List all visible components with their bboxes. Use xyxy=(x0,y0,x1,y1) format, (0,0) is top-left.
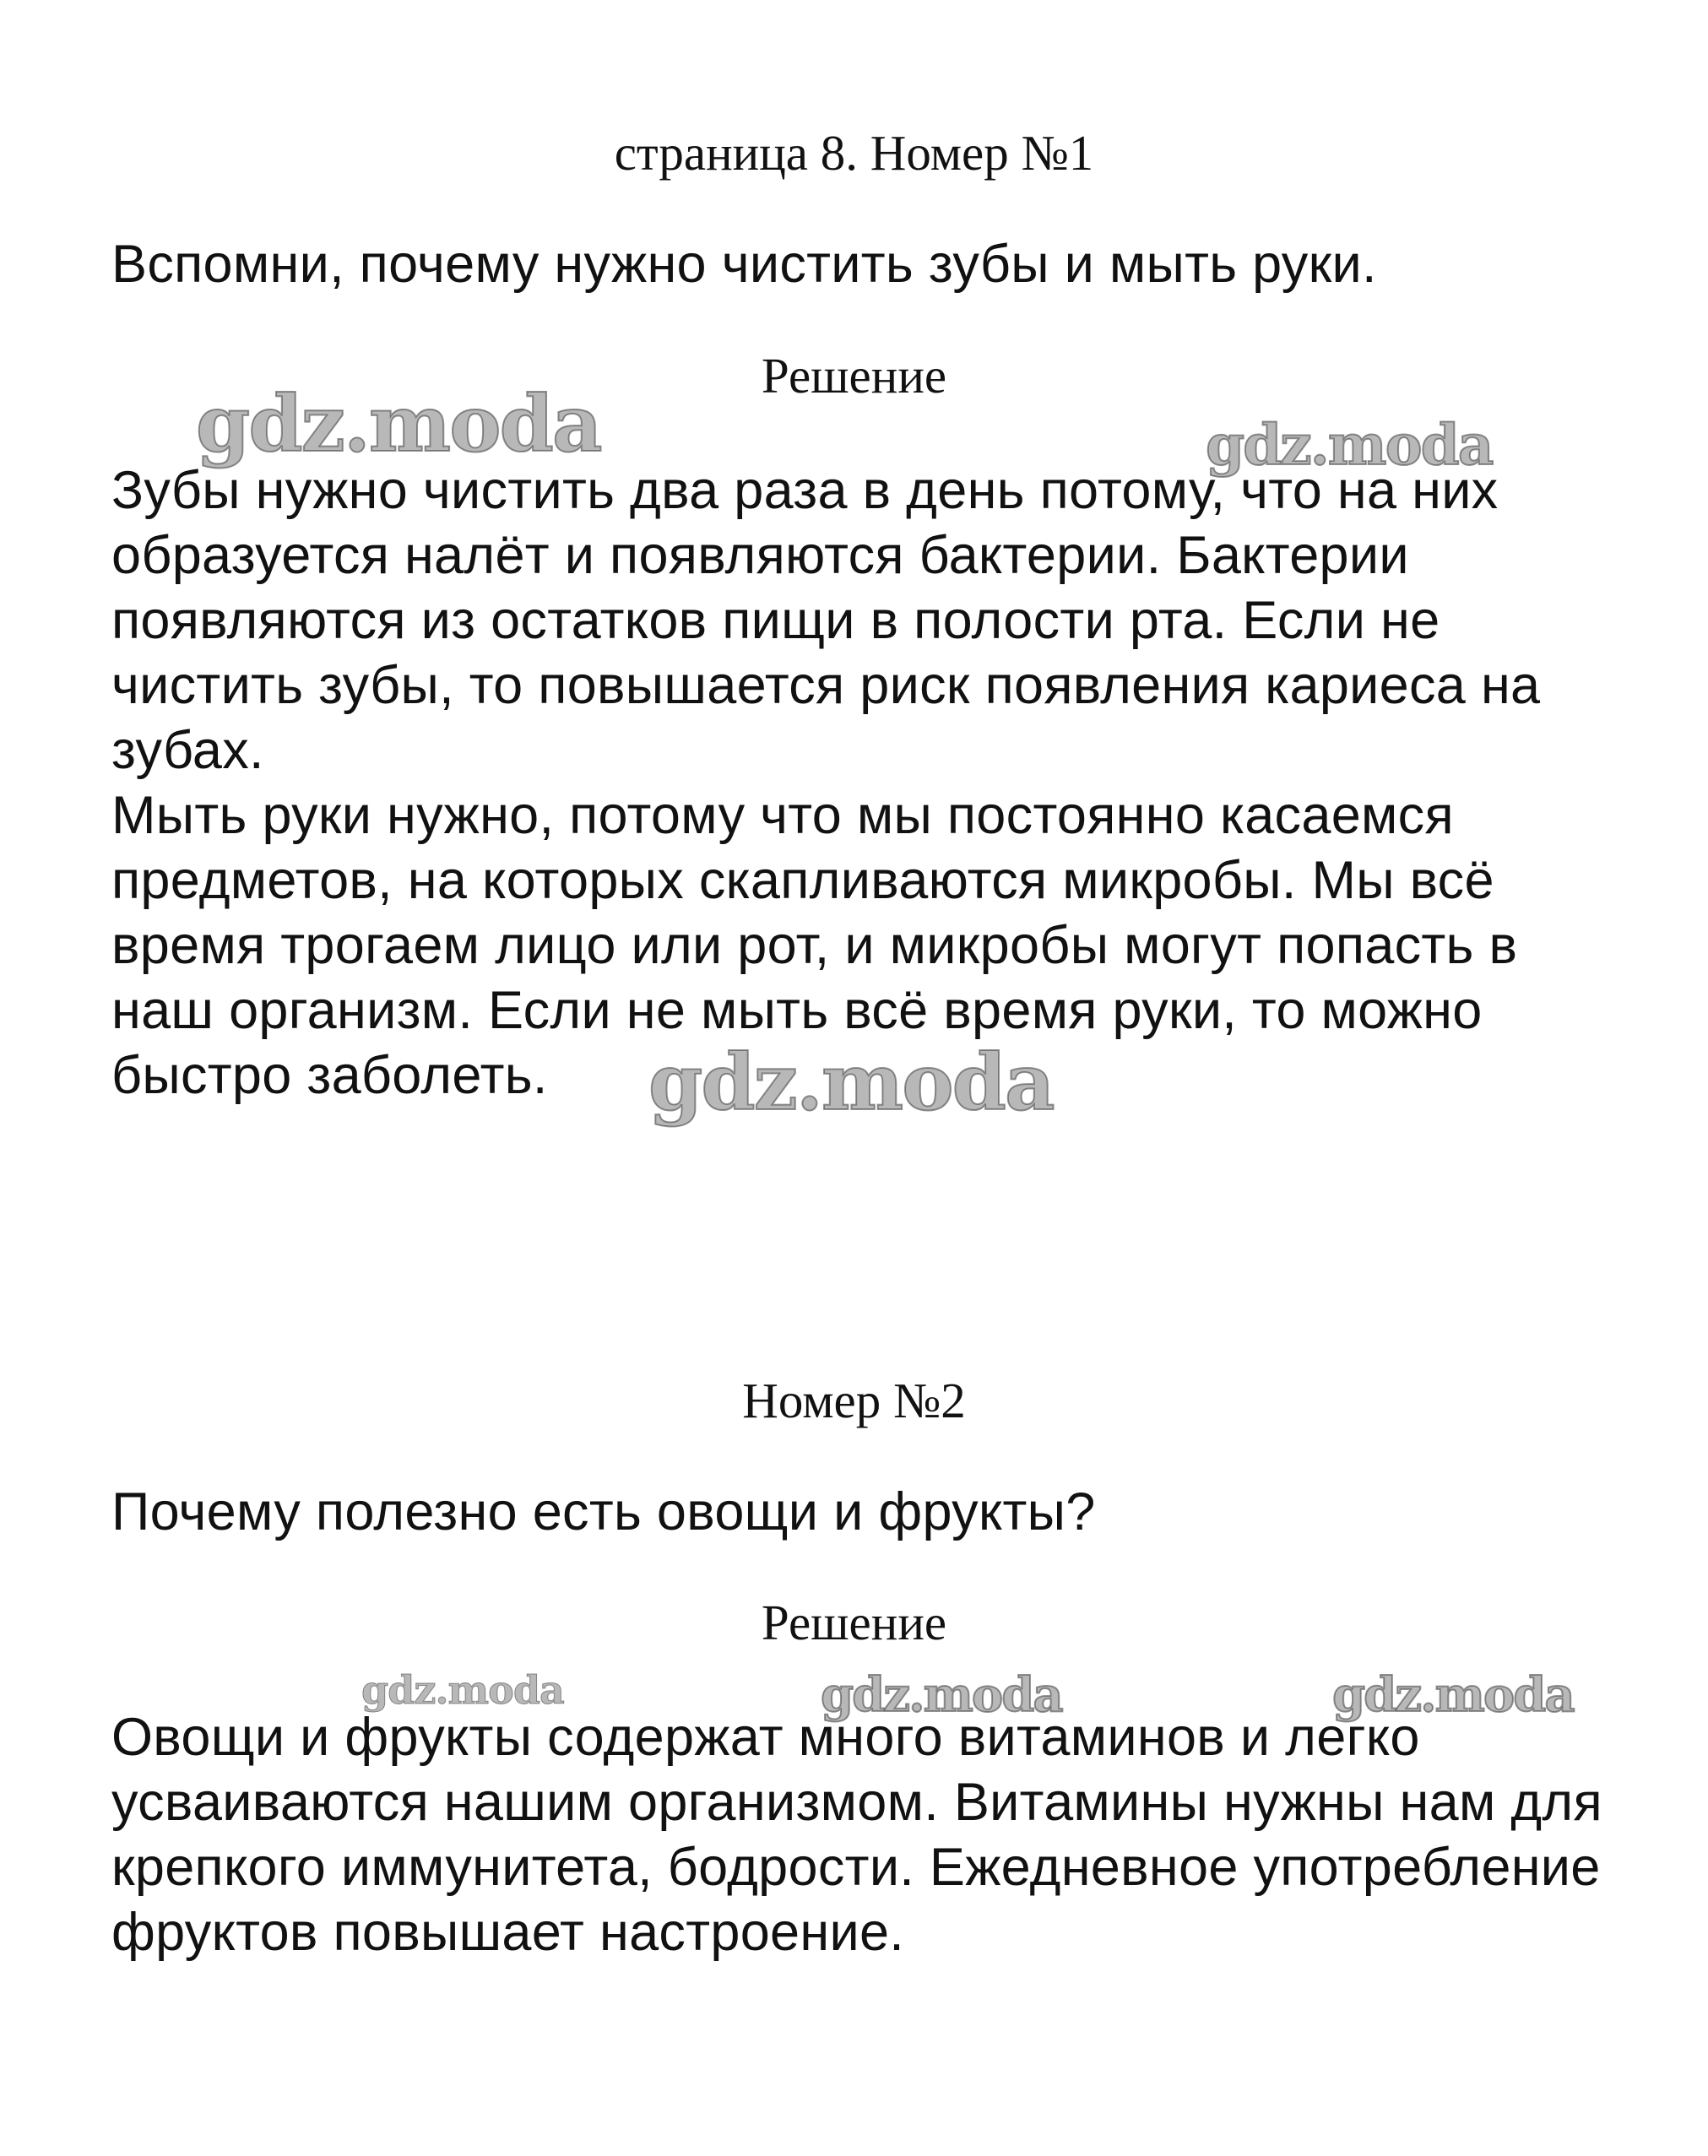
task2-solution-label: Решение xyxy=(761,1595,947,1650)
task1-solution-label: Решение xyxy=(761,348,947,404)
watermark-logo: gdz.moda xyxy=(361,1667,564,1713)
task1-heading: страница 8. Номер №1 xyxy=(614,125,1094,181)
watermark-logo: gdz.moda xyxy=(1206,412,1493,478)
watermark-logo: gdz.moda xyxy=(196,378,601,469)
watermark-logo: gdz.moda xyxy=(648,1037,1054,1128)
task2-heading: Номер №2 xyxy=(742,1373,966,1428)
task1-question: Вспомни, почему нужно чистить зубы и мыть руки. xyxy=(111,235,1377,294)
task2-question: Почему полезно есть овощи и фрукты? xyxy=(111,1482,1096,1541)
watermark-logo: gdz.moda xyxy=(821,1667,1062,1723)
task2-answer: Овощи и фрукты содержат много витаминов и легко усваиваются нашим организмом. Витамины нужны нам для крепкого иммунитета, бодрости. Ежедневное употребление фруктов повышает настроение. xyxy=(111,1708,1602,1962)
watermark-logo: gdz.moda xyxy=(1332,1667,1574,1723)
task1-answer: Зубы нужно чистить два раза в день потому, что на них образуется налёт и появляются бактерии. Бактерии появляются из остатков пищи в полости рта. Если не чистить зубы, то повышается риск появления кариеса на зубах. Мыть руки нужно, потому что мы постоянно касаемся предметов, на которых скапливаются микробы. Мы всё время трогаем лицо или рот, и микробы могут попасть в наш организм. Если не мыть всё время руки, то можно быстро заболеть. xyxy=(111,461,1541,1105)
